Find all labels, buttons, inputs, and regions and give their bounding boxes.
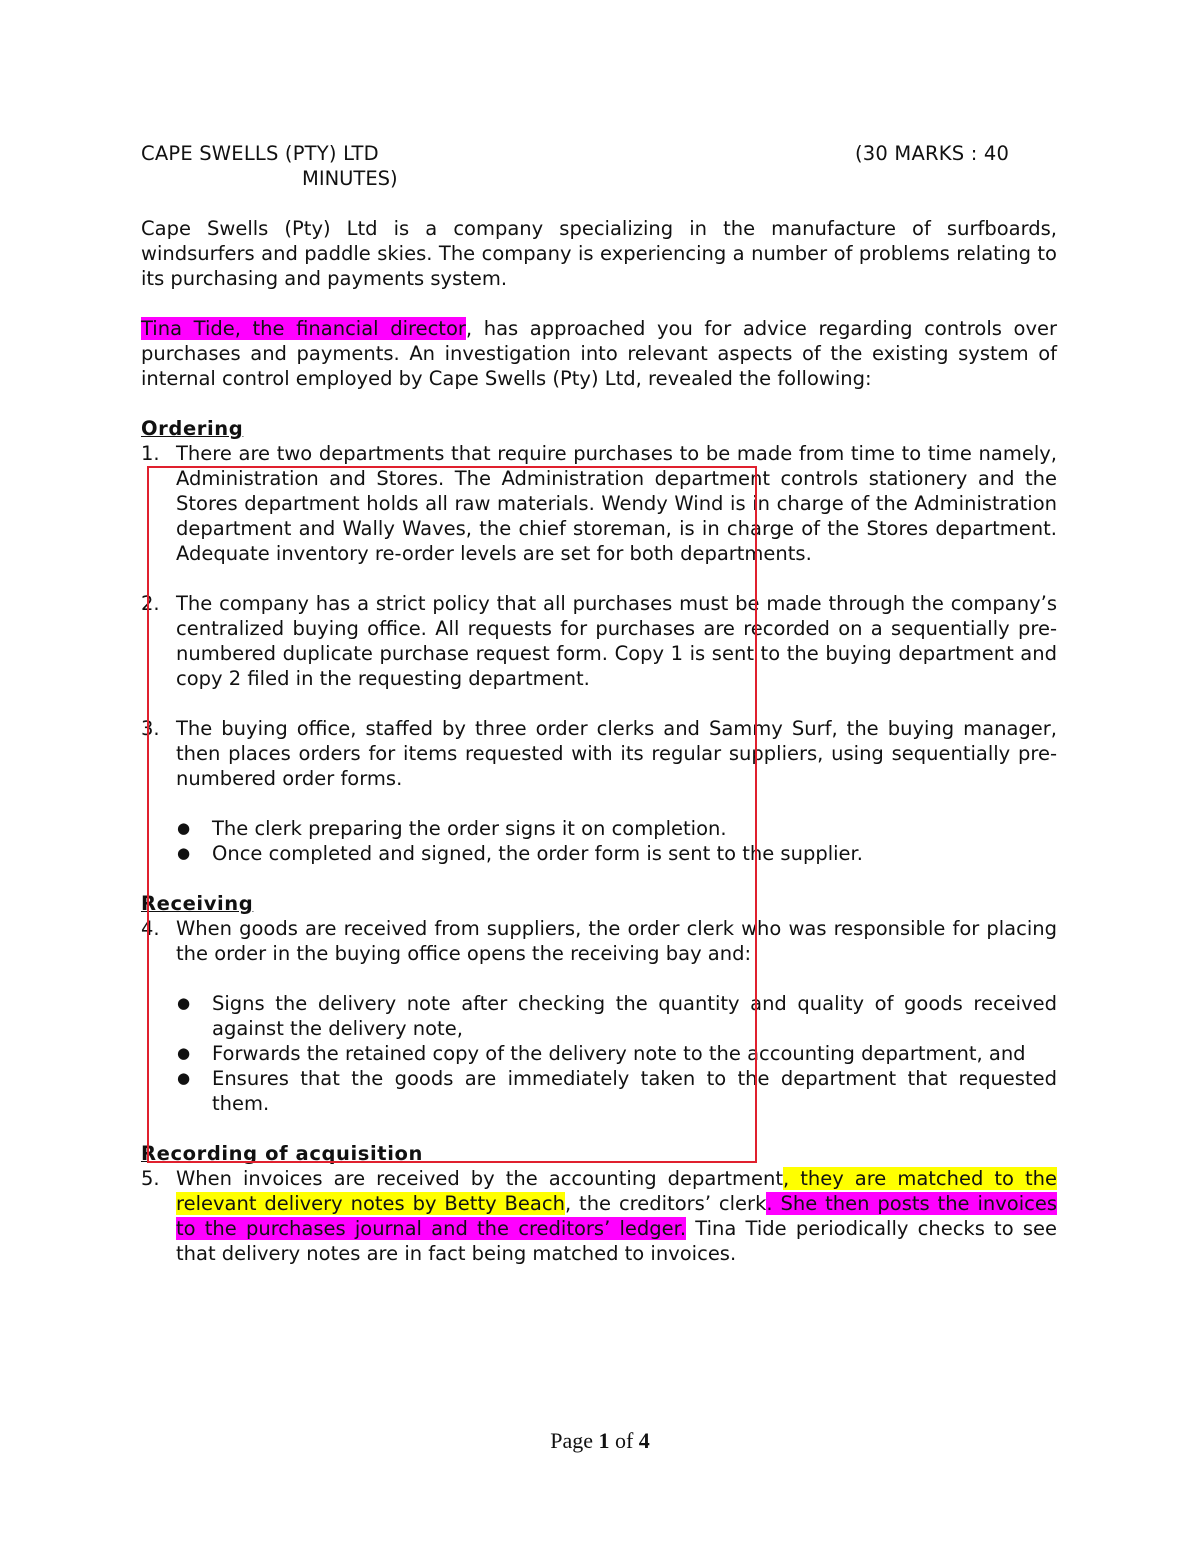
bullet-icon: ● <box>177 844 191 862</box>
ordering-heading: Ordering <box>141 417 244 440</box>
item-number: 1. <box>141 442 160 465</box>
list-item <box>141 1166 1057 1266</box>
recording-heading: Recording of acquisition <box>141 1142 423 1165</box>
highlight-financial-director: Tina Tide, the financial director <box>141 317 466 340</box>
receiving-heading: Receiving <box>141 892 254 915</box>
page-footer <box>0 1428 1200 1453</box>
bullet-text: Signs the delivery note after checking the quantity and quality of goods received against the delivery note, <box>212 992 1057 1040</box>
item-text: There are two departments that require purchases to be made from time to time namely, Administration and Stores. The Administration department controls stationery and the Stores department holds all raw materials. Wendy Wind is in charge of the Administration department and Wally Waves, the chief storeman, is in charge of the Stores department. Adequate inventory re-order levels are set for both departments. <box>176 442 1057 565</box>
bullet-icon: ● <box>177 1069 191 1087</box>
item-number: 2. <box>141 592 160 615</box>
recording-text-2: , the creditors’ clerk <box>564 1192 767 1215</box>
item-text: The buying office, staffed by three order clerks and Sammy Surf, the buying manager, then places orders for items requested with its regular suppliers, using sequentially pre-numbered order forms. <box>176 717 1057 790</box>
bullet-text: Ensures that the goods are immediately taken to the department that requested them. <box>212 1067 1057 1115</box>
of-word: of <box>614 1428 634 1453</box>
item-text: The company has a strict policy that all purchases must be made through the company’s centralized buying office. All requests for purchases are recorded on a sequentially pre-numbered duplicate purchase request form. Copy 1 is sent to the buying department and copy 2 filed in the requesting department. <box>176 592 1057 690</box>
context-paragraph <box>141 316 1057 391</box>
bullet-icon: ● <box>177 1044 191 1062</box>
page-total: 4 <box>638 1428 650 1453</box>
recording-text-1: When invoices are received by the accounting department <box>176 1167 783 1190</box>
item-text: When goods are received from suppliers, the order clerk who was responsible for placing the order in the buying office opens the receiving bay and: <box>176 917 1057 965</box>
highlight-magenta-text: . She then posts the invoices to the purchases journal and the creditors’ ledger. <box>176 1192 1058 1240</box>
intro-paragraph: Cape Swells (Pty) Ltd is a company specializing in the manufacture of surfboards, windsurfers and paddle skies. The company is experiencing a number of problems relating to its purchasing and payments system. <box>141 217 1057 290</box>
bullet-icon: ● <box>177 819 191 837</box>
page-number: 1 <box>598 1428 610 1453</box>
page-word: Page <box>550 1428 593 1453</box>
bullet-text: Forwards the retained copy of the delivery note to the accounting department, and <box>212 1042 1026 1065</box>
recording-text-3: Tina Tide periodically checks to see that delivery notes are in fact being matched to invoices. <box>176 1217 1057 1265</box>
context-paragraph-text: , has approached you for advice regarding controls over purchases and payments. An investigation into relevant aspects of the existing system of internal control employed by Cape Swells (Pty) Ltd, revealed the following: <box>141 317 1057 390</box>
bullet-text: The clerk preparing the order signs it on completion. <box>212 817 727 840</box>
item-number: 4. <box>141 917 160 940</box>
highlight-yellow-text: , they are matched to the relevant delivery notes by Betty Beach <box>176 1167 1057 1215</box>
annotation-rectangle <box>147 466 757 1163</box>
marks-label-continued: MINUTES) <box>302 167 398 190</box>
bullet-icon: ● <box>177 994 191 1012</box>
title-row <box>141 141 1057 166</box>
document-title: CAPE SWELLS (PTY) LTD <box>141 142 379 165</box>
item-text <box>176 1166 1057 1266</box>
marks-label: (30 MARKS : 40 <box>855 142 1010 165</box>
item-number: 5. <box>141 1167 160 1190</box>
item-number: 3. <box>141 717 160 740</box>
bullet-text: Once completed and signed, the order form is sent to the supplier. <box>212 842 863 865</box>
